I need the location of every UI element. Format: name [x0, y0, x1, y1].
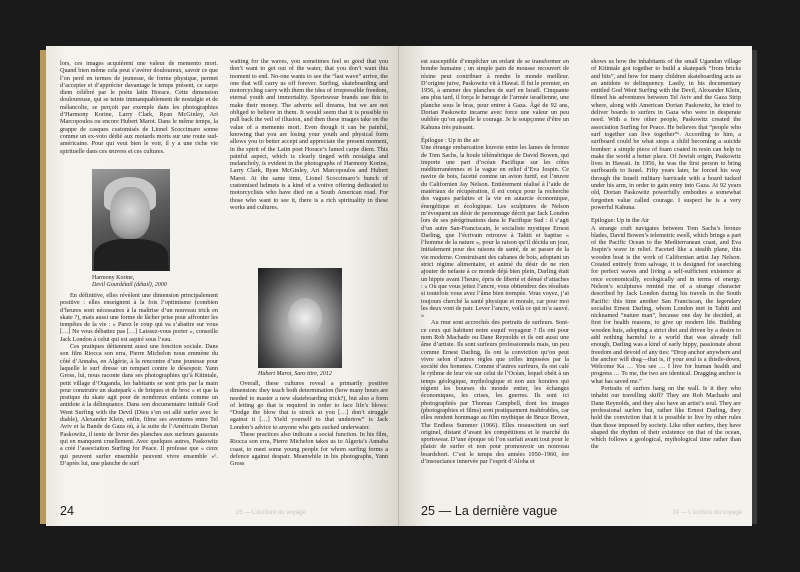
section-heading: Épilogue : Up in the air — [421, 136, 480, 144]
book-spread — [46, 46, 752, 526]
photo-caption-2: Hubert Marot, Sans titre, 2012 — [258, 371, 332, 377]
right-column-2 — [591, 58, 741, 451]
photo-hubert-marot — [258, 268, 342, 368]
running-head: 24 — L’écriture du voyage — [672, 510, 742, 516]
right-page — [399, 46, 752, 526]
running-head: 25 — L’écriture du voyage — [236, 510, 306, 516]
left-column-2-continued — [230, 380, 388, 468]
photo-harmony-korine — [92, 169, 170, 271]
paragraph: Au rnur sont accrochés des portraits de surfeurs. Sont-ce ceux qui habitent notre esquif voyageur ? Ils ont pour nom Rob Machado ou Dane Reynolds et ils ont aussi une âme d’artiste. Ils sont surfeurs professionnels mais, un peu comme Ernest Darling, ils ont la conviction qu’on peut vivre selon d’autres règles que celles imposées par la société des hommes. Comme d’autres surfeurs, ils ont calé le rythme de leur vie sur celui de l’Océan, lequel obéit à un temps géologique, mythologique et non aux horaires qui régient les bourses du monde entier, les échanges économiques, les crises, les guerres. Ils sont ici photographiés par Thomas Campbell, dont les images (photographies et films) sont pratiquement inaltérables, car elles rendent hommage au film mythique de Bruce Brown, The Endless Summer (1966). Elles ressuscitent un surf originel, distant d’avant les compétitions et le marché du sportswear. D’une époque où l’on surfait avant tout pour le plaisir de surfer et non pour promouvoir un nouveau boardshort. C’est le temps des années 1950–1960, ère d’insouciance innervée par l’esprit d’Aloha et — [421, 319, 569, 466]
page-edge-right — [752, 50, 757, 524]
paragraph: Une étrange embarcation louvoie entre les lames de bronze de Tom Sachs, la houle télémétrique de David Bowen, qui importe une part d’océan Pacifique sur les côtes méditerranéennes et la vague en relief d’Eva Jospin. Ce navire de bois, facetté comme un avion furtif, est l’œuvre du Californien Jay Nelson. Entièrement réalisé à l’aide de matériaux de récupération, il est conçu pour la recherche des vagues parfaites et la vie en autarcie économique, énergétique et écologique. Les sculptures de Nelson m’évoquent un désir de personnage décrit par Jack London lors de ses pérégrinations dans le Pacifique Sud : il s’agit d’un autre San-Franciscain, le socialiste mystique Ernest Darling, que l’écrivain retrouve à Tahiti et baptise « l’homme de la nature », pour la raison qu’il décida un jour, initialement pour des raisons de santé, de se passer de la vie moderne. Construisant des cabanes de bois, adoptant un strict régime alimentaire, et animé du désir de ne rien ajouter de nefaste à ce monde déjà bien plein, Darling était un hippie avant l’heure, épris de liberté et dénué d’attaches : « Où que vous jetiez l’ancre, vous obtiendrez des résultats si toutefois vous avez l’âme bien trempée. Vous voyez, j’ai toujours cherché la santé physique et morale, car pour moi les deux vont de pair. Lever l’ancre, voilà ce qui m’a sauvé. » — [421, 144, 569, 320]
section-heading: Epilogue: Up in the Air — [591, 217, 650, 225]
paragraph: Ces pratiques détiennent aussi une fonction sociale. Dans son film Riocca son erra, Pierre Michelon nous emmène du côté d’Annaba, en Algérie, à la rencontre d’une jeunesse pour laquelle le surf dresse un rempart contre le désespoir. Yann Gross, lui, nous raconte dans ses photographies qu’à Kitintale, petit village d’Ouganda, les habitants se sont pris par la main pour construire un skatepark « de briques et de broc » et que la pratique du skate agit pour de nombreux enfants comme un antidote à la délinquance. Dans son documentaire intitulé God Went Surfing with the Devil (Dieu s’en est allé surfer avec le diable), Alexander Klein, enfin, filme ses aventures entre Tel Aviv et la Bande de Gaza où, à la suite de l’Américain Dorian Paskowitz, il tente de livrer des planches aux surfeurs gazaouis qui en manquent cruellement. Avec quelques autres, Paskowitz a créé l’association Surfing for Peace. Il professe que « ceux qui peuvent surfer ensemble peuvent vivre ensemble »⁶. D’après lui, une planche de surf — [60, 343, 218, 467]
paragraph: est susceptible d’empêcher un enfant de se transformer en bombe humaine ; un simple pain de mousse recouvert de résine peut contribuer à rendre le monde meilleur. D’origine juive, Paskowitz vit à Hawaï. Il fut le premier, en 1956, à amener des planches de surf en Israël. Cinquante ans plus tard, il força le barrage de l’armée israélienne, une planche sous le bras, pour entrer à Gaza. Âgé de 92 ans, Dorian Paskowitz incarne avec force une valeur un peu oubliée qu’on appelle le courage. Je le soupçonne d’être un Kahuna très puissant. — [421, 58, 569, 131]
right-column-1 — [421, 58, 569, 465]
page-number: 24 — [60, 504, 75, 518]
paragraph: Portraits of surfers hang on the wall. Is it they who inhabit our travelling skiff? They are Rob Machado and Dane Reynolds, and they also have an artist’s soul. They are professional surfers but, rather like Ernest Darling, they hold the conviction that it is possible to live by other rules than those imposed by society. Like other surfers, they have shaped the rhythm of their existence on that of the ocean, which follows a geological, mythological time rather than the — [591, 385, 741, 451]
caption-artist: Harmony Korine, — [92, 275, 135, 281]
paragraph: lors, ces images acquièrent une valeur de memento mori. Quand bien même cela peut s’avérer douloureux, savoir ce que l’on perd en termes de jeunesse, de forme physique, permet d’accepter et d’apprécier davantage le temps présent, ce carpe diem célébré par le poète latin Horace. Cette dimension douloureuse, qui se teinte immanquablement de nostalgie et de mélancolie, se perçoit par exemple dans les photographies d’Harmony Korine, Larry Clark, Ryan McGinley, Ari Marcopoulos ou encore Hubert Marot. Dans le même temps, la grappe de casques customisés de Lionel Scoccimaro sonne comme un ex-voto dédié aux motards morts sur une route sud-américaine. Pour qui veut bien le voir, il y a une riche vie spirituelle dans ces œuvres et ces cultures. — [60, 60, 218, 155]
left-page — [46, 46, 398, 526]
paragraph: A strange craft navigates between Tom Sachs’s bronze blades, David Bowen’s telemetric swell, which brings a part of the Pacific Ocean to the Mediterranean coast, and Eva Jospin’s wave in relief. Faceted like a stealth plane, this wooden boat is the work of Californian artist Jay Nelson. Created entirely from salvage, it is designed for searching for perfect waves and living a self-sufficient existence at once economically, ecologically and in terms of energy. Nelson’s sculptures remind me of a strange character described by Jack London during his travels in the South Pacific: this time another San Franciscan, the legendary socialist Ernest Darling, whom London met in Tahiti and nicknamed “nature man”, because one day he decided, at first for health reasons, to give up modern life. Building wooden huts, adopting a strict diet and driven by a desire to add nothing harmful to a world that was already full enough, Darling was a kind of early hippy, passionate about freedom and devoid of any ties: “Drop anchor anywhere and the anchor will drag—that is, if your soul is a thistle-down, Welcome Ka … You see … I live for human health and progress … To me, the two are identical. Dragging anchor is what has saved me.” — [591, 224, 741, 385]
left-column-1-continued — [60, 292, 218, 467]
left-column-1 — [60, 60, 218, 155]
photo-caption-1 — [92, 275, 212, 289]
paragraph: shows us how the inhabitants of the small Ugandan village of Kitintale got together to build a skatepark “from bricks and bits”, and how for many children skateboarding acts as an antidote to delinquency. Lastly, in his documentary entitled God Went Surfing with the Devil, Alexander Klein, filmed his adventures between Tel Aviv and the Gaza Strip where, along with American Dorian Paskowitz, he tried to deliver boards to surfers in Gaza who were in desperate need. With a few other people, Paskowitz created the association Surfing for Peace. He believes that “people who surf together can live together”⁶. According to him, a surfboard could be what stops a child becoming a suicide bomber: a simple piece of foam coated in resin can help to make the world a better place. Of Jewish origin, Paskowitz lives in Hawaii. In 1956, he was the first person to bring surfboards to Israel. Fifty years later, he forced his way through the Israeli military barricade with a board tucked under his arm, in order to gain entry into Gaza. At 92 years old, Dorian Paskowitz powerfully embodies a somewhat forgotten value called courage. I suspect he is a very powerful Kahuna. — [591, 58, 741, 211]
caption-work: Devil Gourdétail (détail), 2000 — [92, 282, 167, 288]
left-column-2 — [230, 58, 388, 211]
paragraph: En définitive, elles révèlent une dimension principalement positive : elles enseignent à la fois l’optimisme (combien d’heures sont nécessaires à la maîtrise d’un nouveau trick en skate ?), mais aussi une forme de lâcher prise pour affronter les tempêtes de la vie : « Parez le coup qui va s’abattre sur vous […] Ne vous débattez pas […] Laissez-vous porter », conseille Jack London à celui qui est aspiré sous l’eau. — [60, 292, 218, 343]
paragraph: These practices also indicate a social function. In his film, Riocca son erra, Pierre Michelon takes us to Algeria’s Annaba coast, to meet some young people for whom surfing forms a defence against despair. Meanwhile in his photographs, Yann Gross — [230, 431, 388, 468]
paragraph: Overall, these cultures reveal a primarily positive dimension: they teach both determination (how many hours are needed to master a new skateboarding trick?), but also a form of letting go that is required in order to face life’s blows: “Dodge the blow that is struck at you […] don’t struggle against it […] Yield yourself to that undertow” is Jack London’s advice to anyone who gets sucked underwater. — [230, 380, 388, 431]
paragraph: waiting for the waves, you sometimes feel so good that you don’t want to get out of the water, that you don’t want this moment to end. No-one wants to see the “last wave” arrive, the one that will carry us off forever. Surfing, skateboarding and motorcycling carry with them the idea of irrepressible freedom, eternal youth and immortality. Sportswear brands use this to make their money. The adverts sell dreams, but we are not obliged to believe in them. It would seem that it is possible to pull back the veil of illusion, and then these images take on the value of a memento mori. Even though it can be painful, knowing that you are losing your youth and physical form allows you to better accept and appreciate the present moment, in the spirit of the Latin poet Horace’s famed carpe diem. This painful aspect, which is clearly tinged with nostalgia and melancholy, is evident in the photographs of Harmony Korine, Larry Clark, Ryan McGinley, Ari Marcopoulos and Hubert Marot. At the same time, Lionel Scoccimaro’s bunch of customised helmets is a kind of a votive offering dedicated to motorcyclists who have died on a South American road. For those who want to see it, there is a rich spirituality in these works and cultures. — [230, 58, 388, 211]
page-number: 25 — La dernière vague — [421, 504, 558, 518]
